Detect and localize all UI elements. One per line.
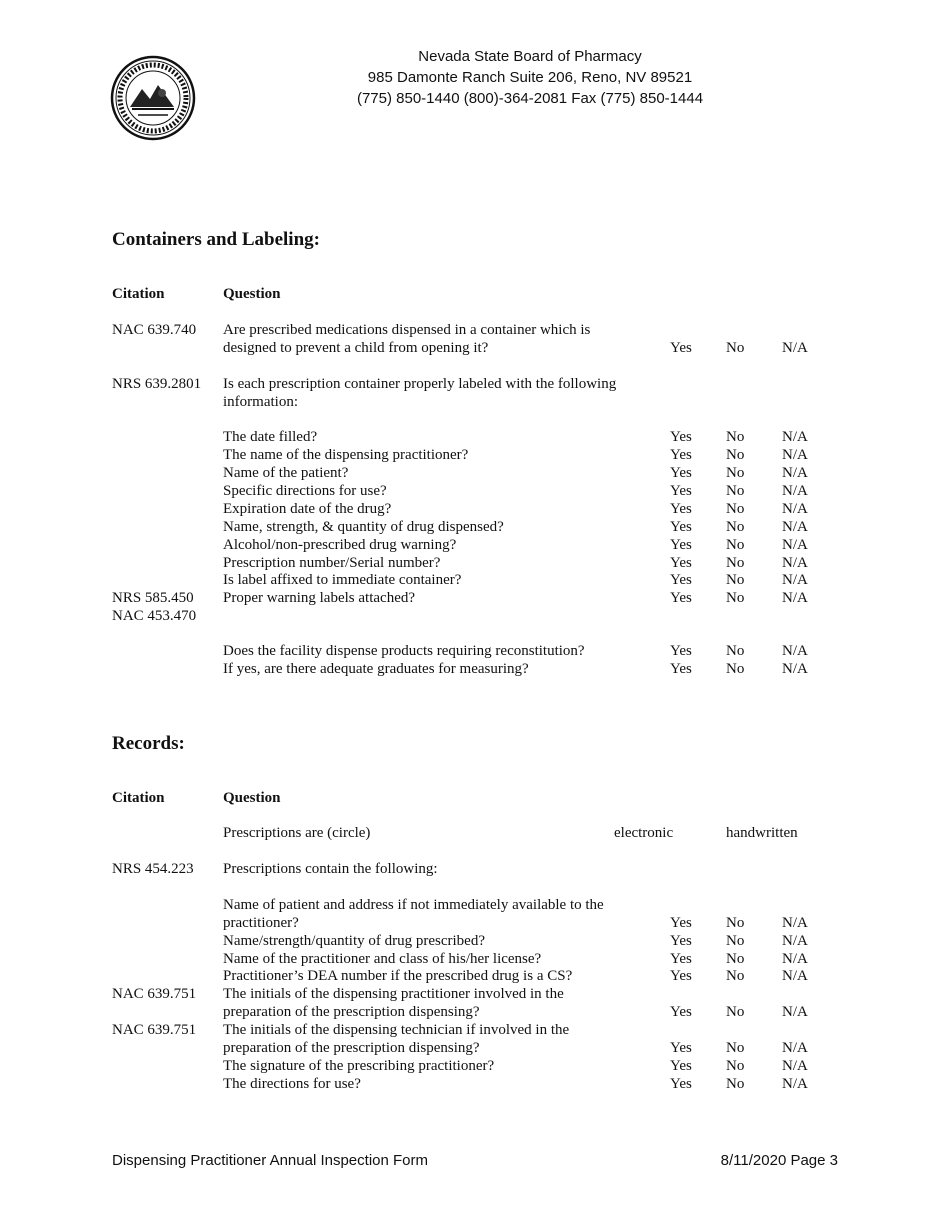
question-text: Name/strength/quantity of drug prescribed? [223,933,486,949]
question-text: The name of the dispensing practitioner? [223,447,469,463]
answer-yes[interactable]: Yes [670,1058,692,1074]
citation: NRS 585.450 [112,590,194,606]
question-text: preparation of the prescription dispensing? [223,1004,480,1020]
answer-no[interactable]: No [726,968,745,984]
answer-no[interactable]: No [726,661,745,677]
answer-no[interactable]: No [726,1004,745,1020]
answer-na[interactable]: N/A [782,1004,808,1020]
citation-header: Citation [112,286,165,302]
answer-no[interactable]: No [726,537,745,553]
citation: NAC 639.751 [112,1022,197,1038]
answer-na[interactable]: N/A [782,933,808,949]
option-handwritten[interactable]: handwritten [726,825,798,841]
citation: NRS 639.2801 [112,376,202,392]
answer-yes[interactable]: Yes [670,1040,692,1056]
answer-no[interactable]: No [726,572,745,588]
answer-no[interactable]: No [726,447,745,463]
answer-no[interactable]: No [726,590,745,606]
answer-no[interactable]: No [726,483,745,499]
question-text: Name, strength, & quantity of drug dispensed? [223,519,504,535]
footer-page-info: 8/11/2020 Page 3 [720,1152,838,1169]
answer-no[interactable]: No [726,951,745,967]
answer-na[interactable]: N/A [782,643,808,659]
answer-yes[interactable]: Yes [670,537,692,553]
answer-na[interactable]: N/A [782,968,808,984]
answer-yes[interactable]: Yes [670,483,692,499]
question-text: Is label affixed to immediate container? [223,572,462,588]
question-text: Are prescribed medications dispensed in a container which is [223,322,591,338]
answer-yes[interactable]: Yes [670,1004,692,1020]
option-electronic[interactable]: electronic [614,825,674,841]
question-text: Is each prescription container properly labeled with the following [223,376,617,392]
question-text: The signature of the prescribing practitioner? [223,1058,495,1074]
answer-yes[interactable]: Yes [670,340,692,356]
header-phone: (775) 850-1440 (800)-364-2081 Fax (775) 850-1444 [356,90,704,107]
question-text: designed to prevent a child from opening it? [223,340,489,356]
answer-na[interactable]: N/A [782,501,808,517]
question-text: Prescriptions contain the following: [223,861,438,877]
citation-header: Citation [112,790,165,806]
answer-na[interactable]: N/A [782,447,808,463]
header-org: Nevada State Board of Pharmacy [418,48,642,65]
question-text: Specific directions for use? [223,483,387,499]
question-text: practitioner? [223,915,299,931]
answer-yes[interactable]: Yes [670,555,692,571]
citation: NAC 639.740 [112,322,197,338]
section-title-records: Records: [112,733,185,754]
answer-na[interactable]: N/A [782,590,808,606]
answer-no[interactable]: No [726,465,745,481]
question-text: Prescription number/Serial number? [223,555,441,571]
answer-yes[interactable]: Yes [670,1076,692,1092]
answer-no[interactable]: No [726,1058,745,1074]
citation: NAC 639.751 [112,986,197,1002]
answer-na[interactable]: N/A [782,340,808,356]
question-text: Name of patient and address if not immediately available to the [223,897,604,913]
question-header: Question [223,790,281,806]
question-text: information: [223,394,298,410]
question-text: The initials of the dispensing technician if involved in the [223,1022,570,1038]
answer-na[interactable]: N/A [782,537,808,553]
answer-no[interactable]: No [726,1076,745,1092]
answer-yes[interactable]: Yes [670,590,692,606]
answer-yes[interactable]: Yes [670,447,692,463]
answer-yes[interactable]: Yes [670,661,692,677]
answer-no[interactable]: No [726,933,745,949]
answer-yes[interactable]: Yes [670,643,692,659]
answer-yes[interactable]: Yes [670,501,692,517]
answer-na[interactable]: N/A [782,572,808,588]
nevada-state-seal-icon [110,55,196,141]
question-header: Question [223,286,281,302]
answer-na[interactable]: N/A [782,1058,808,1074]
answer-yes[interactable]: Yes [670,951,692,967]
answer-na[interactable]: N/A [782,519,808,535]
question-text: The date filled? [223,429,318,445]
question-text: Alcohol/non-prescribed drug warning? [223,537,457,553]
question-text: Prescriptions are (circle) [223,825,371,841]
answer-na[interactable]: N/A [782,915,808,931]
answer-na[interactable]: N/A [782,465,808,481]
header-address: 985 Damonte Ranch Suite 206, Reno, NV 89521 [367,69,693,86]
question-text: Proper warning labels attached? [223,590,416,606]
answer-yes[interactable]: Yes [670,519,692,535]
citation: NRS 454.223 [112,861,194,877]
answer-na[interactable]: N/A [782,1076,808,1092]
question-text: Name of the practitioner and class of his/her license? [223,951,542,967]
answer-no[interactable]: No [726,340,745,356]
answer-na[interactable]: N/A [782,661,808,677]
section-title-containers: Containers and Labeling: [112,229,320,250]
question-text: The directions for use? [223,1076,361,1092]
citation: NAC 453.470 [112,608,197,624]
answer-yes[interactable]: Yes [670,572,692,588]
answer-na[interactable]: N/A [782,483,808,499]
answer-na[interactable]: N/A [782,1040,808,1056]
answer-no[interactable]: No [726,643,745,659]
answer-yes[interactable]: Yes [670,933,692,949]
answer-no[interactable]: No [726,1040,745,1056]
question-text: The initials of the dispensing practitioner involved in the [223,986,564,1002]
answer-yes[interactable]: Yes [670,968,692,984]
answer-na[interactable]: N/A [782,951,808,967]
question-text: If yes, are there adequate graduates for measuring? [223,661,529,677]
answer-no[interactable]: No [726,519,745,535]
question-text: Expiration date of the drug? [223,501,392,517]
answer-no[interactable]: No [726,555,745,571]
answer-yes[interactable]: Yes [670,915,692,931]
answer-no[interactable]: No [726,429,745,445]
answer-yes[interactable]: Yes [670,429,692,445]
answer-no[interactable]: No [726,915,745,931]
question-text: Name of the patient? [223,465,349,481]
answer-no[interactable]: No [726,501,745,517]
question-text: Does the facility dispense products requiring reconstitution? [223,643,585,659]
question-text: preparation of the prescription dispensing? [223,1040,480,1056]
answer-na[interactable]: N/A [782,555,808,571]
answer-yes[interactable]: Yes [670,465,692,481]
answer-na[interactable]: N/A [782,429,808,445]
footer-form-title: Dispensing Practitioner Annual Inspection Form [112,1152,428,1169]
question-text: Practitioner’s DEA number if the prescribed drug is a CS? [223,968,573,984]
